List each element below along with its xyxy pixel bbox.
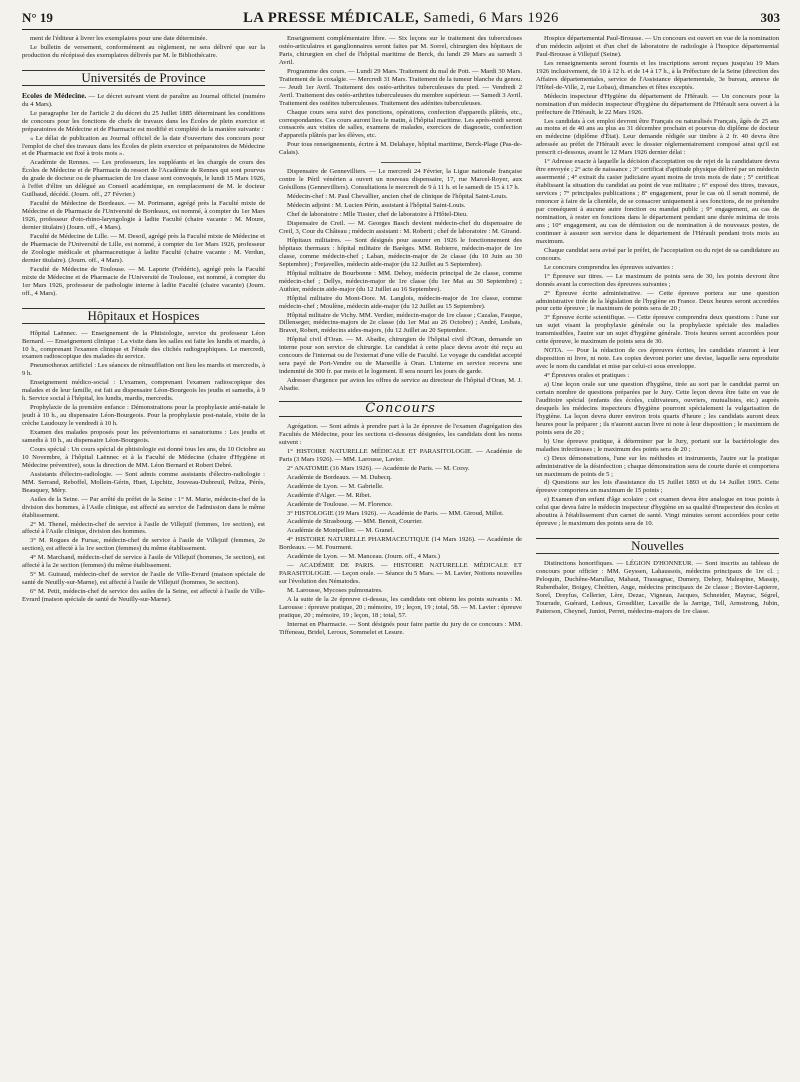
text-paragraph: 5° M. Guiraud, médecin-chef de service de l'asile de Ville-Evrard (maison spéciale de santé de Neuilly-sur-Marne), est affecté à l'asile de Villejuif (hommes, 3e section). [22,571,265,587]
text-paragraph: Académie d'Alger. — M. Ribet. [287,491,372,499]
text-paragraph: Assistants d'électro-radiologie. — Sont admis comme assistants d'électro-radiologie : MM. Serrand, Reboffel, Mollein-Gérin, Huet, Lipchitz, Jouveau-Dubreuil, Peliza, Pérès, Beauquey, Méry. [22,470,265,494]
text-paragraph: Chaque candidat sera avisé par le préfet, de l'acceptation ou du rejet de sa candidature au concours. [536,246,779,262]
text-paragraph: — ACADÉMIE DE PARIS. — HISTOIRE NATURELLE MÉDICALE ET PARASITOLOGIE. — Leçon orale. — Séance du 5 Mars. — M. Lavier, Notions nouvelles sur l'évolution des Nématodes. [279,562,522,586]
text-paragraph: d) Questions sur les lois d'assistance du 15 Juillet 1893 et du 14 Juillet 1905. Cette épreuve comportera un maximum de 15 points ; [536,479,779,495]
text-paragraph: Hôpital civil d'Oran. — M. Abadie, chirurgien de l'hôpital civil d'Oran, demande un interne pour son service de chirurgie. Le candidat à cette place devra avoir été reçu au concours de l'internat ou de l'externat d'une ville de Faculté. Le voyage du candidat accepté sera payé de Port-Vendre ou de Marseille à Oran. L'interne en service recevra une indemnité de 300 fr. par mois et le logement. Il sera nourri les jours de garde. [279,336,522,376]
section-title-hopitaux: Hôpitaux et Hospices [22,308,265,324]
text-paragraph: 4° Épreuves orales et pratiques : [544,372,630,380]
text-paragraph: ment de l'éditeur à livrer les exemplaires pour une date déterminée. [30,35,208,42]
article-columns [22,30,780,638]
text-paragraph: A la suite de la 2e épreuve ci-dessus, les candidats ont obtenu les points suivants : M. Larousse : épreuve pratique, 20 ; mémoire, 19 ; leçon, 19 ; total, 58. — M. Lavier : épreuve pratique, 20 ; mémoire, 19 ; leçon, 18 ; total, 57. [279,596,522,619]
text-paragraph: Faculté de Médecine de Lille. — M. Desoil, agrégé près la Faculté mixte de Médecine et de Pharmacie de l'Université de Lille, est nommé, à compter du 1er Mars 1926, professeur de Zoologie médicale et pharmaceutique à ladite Faculté (chaire vacante : M. Verdun, dernier titulaire). (Journ. off., 4 Mars). [22,233,265,264]
column-1 [22,35,265,638]
text-paragraph: Hôpital militaire du Mont-Dore. M. Langlois, médecin-major de 1re classe, comme médecin-chef ; Moulène, médecin aide-major (du 12 Juillet au 15 Septembre). [279,294,522,310]
text-paragraph: 4° M. Marchand, médecin-chef de service à l'asile de Villejuif (hommes, 3e section), est affecté à la 2e section (femmes) du même établissement. [22,554,265,570]
text-paragraph: Le bulletin de versement, conformément au règlement, ne sera délivré que sur la production du récépissé des exemplaires délivrés par M. le Bibliothécaire. [22,43,265,59]
text-paragraph: c) Deux démonstrations, l'une sur les méthodes et instruments, l'autre sur la pratique administrative de la désinfection ; chaque démonstration sera de courte durée et comportera un maximum de points de 5 ; [536,454,779,478]
text-paragraph: Académie de Lyon. — M. Manceau. (Journ. off., 4 Mars.) [287,553,440,561]
text-paragraph: Pneumothorax artificiel : Les séances de réinsufflation ont lieu les mardis et mercredis, à 9 h. [22,362,265,378]
section-title-concours: Concours [279,401,522,417]
text-paragraph: Hôpital militaire de Vichy. MM. Verdier, médecin-major de 1re classe ; Cazalas, Fauque, Dillenseger, médecins-majors de 2e classe (du 1er Mai au 26 Octobre) ; André, Lesbats, Bravet, Robert, médecins aides-majors, (du 12 Juillet au 20 Septembre. [279,311,522,335]
text-paragraph: 3° M. Rogues de Fursac, médecin-chef de service à l'asile de Villejuif (femmes, 2e section), est affecté à la 1re section (femmes) du même établissement. [22,537,265,553]
text-paragraph: Le concours comprendra les épreuves suivantes : [544,263,674,271]
text-paragraph: 1° Épreuve sur titres. — Le maximum de points sera de 30, les points devront être donnés avant la correction des épreuves suivantes ; [536,272,779,288]
text-paragraph: Chef de laboratoire : Mlle Tissier, chef de laboratoire à l'Hôtel-Dieu. [287,211,468,219]
text-paragraph: Cours spécial : Un cours spécial de phtisiologie est donné tous les ans, du 10 Octobre au 10 Novembre, à l'hôpital Laënnec et à la Faculté de Médecine (chaire d'Hygiène et Médecine préventive), sous la direction de MM. Léon Bernard et Robert Debré. [22,445,265,469]
text-paragraph: Dispensaire de Creil. — M. Georges Basch devient médecin-chef du dispensaire de Creil, 3, Cour du Château ; médecin assistant : M. Roberti ; chef de laboratoire : M. Girand. [279,220,522,235]
page-number: 303 [760,10,780,25]
text-paragraph: Académie de Bordeaux. — M. Dubecq. [287,473,392,481]
text-paragraph: 3° HISTOLOGIE (19 Mars 1926). — Académie de Paris. — MM. Giroud, Millot. [287,509,504,517]
text-paragraph: Académie de Strasbourg. — MM. Benoit, Courrier. [287,518,423,526]
text-paragraph: Hospice départemental Paul-Brousse. — Un concours est ouvert en vue de la nomination d'un médecin adjoint et d'un chef de laboratoire de radiologie à l'hospice départemental Paul-Brousse à Villejuif (Seine). [536,35,779,58]
page-header [22,0,780,30]
issue-date: Samedi, 6 Mars 1926 [423,10,559,26]
section-title-universites: Universités de Province [22,70,265,86]
text-paragraph: Adresser d'urgence par avion les offres de service au directeur de l'hôpital d'Oran, M. J. Abadie. [279,377,522,393]
text-paragraph: Les candidats à cet emploi devront être Français ou naturalisés Français, âgés de 25 ans au moins et de 40 ans au plus au 31 décembre prochain et pourvus du diplôme de docteur en médecine (diplôme d'État). Leur demande rédigée sur timbre à 2 fr. 40 devra être adressée au préfet de l'Hérault avec le dossier réglementairement composé ainsi qu'il est prescrit ci-dessous, avant le 12 Mars 1926 dernier délai : [536,117,779,157]
text-paragraph: 2° Épreuve écrite administrative. — Cette épreuve portera sur une question administrative tirée de la législation de l'hygiène en France. Deux heures seront accordées pour cette épreuve ; le maximum de points sera de 20 ; [536,289,779,313]
paragraph-text: — Le décret suivant vient de paraître au Journal officiel (numéro du 4 Mars). [22,92,265,108]
text-paragraph: Faculté de Médecine de Bordeaux. — M. Portmann, agrégé près la Faculté mixte de Médecine et de Pharmacie de l'Université de Bordeaux, est nommé, à compter du 1er Mars 1926, professeur d'oto-rhino-laryngologie à ladite Faculté (chaire vacante : M. Moure, dernier titulaire) (Journ. off., 4 Mars). [22,200,265,232]
text-paragraph: Médecin inspecteur d'Hygiène du département de l'Hérault. — Un concours pour la nomination d'un médecin inspecteur d'hygiène du département de l'Hérault sera ouvert à la préfecture de l'Hérault, le 22 Mars 1926. [536,92,779,116]
issue-number: N° 19 [22,10,53,25]
text-paragraph: NOTA. — Pour la rédaction de ces épreuves écrites, les candidats n'auront à leur disposition ni livre, ni note. Les copies devront porter une devise, laquelle sera reproduite avec le nom du candidat et mise par celui-ci sous enveloppe. [536,347,779,371]
text-paragraph: 3° Épreuve écrite scientifique. — Cette épreuve comprendra deux questions : l'une sur un sujet visant la prophylaxie générale ou la prophylaxie spéciale des maladies transmissibles, l'autre sur un sujet d'hygiène générale. Trois heures seront accordées pour cette épreuve, le maximum de points sera de 30. [536,314,779,346]
column-2 [279,35,522,638]
text-paragraph: Hôpital militaire de Bourbonne : MM. Dehoy, médecin principal de 2e classe, comme médecin-chef ; Dellys, médecin-major de 1re classe (du 1er Mai au 30 Septembre) ; Authier, médecin aide-major (du 12 Juillet au 16 Septembre). [279,269,522,293]
text-paragraph: Académie de Montpellier. — M. Granel. [287,527,395,535]
text-paragraph: Faculté de Médecine de Toulouse. — M. Laporte (Frédéric), agrégé près la Faculté mixte de Médecine et de Pharmacie de l'Université de Toulouse, est nommé, à compter du 1er Mars 1926, professeur de pathologie interne à ladite Faculté (chaire vacante) (Journ. off., 4 Mars). [22,265,265,297]
text-paragraph: e) Examen d'un enfant d'âge scolaire ; cet examen devra être analogue en tous points à celui que devra faire le médecin inspecteur d'hygiène en sa qualité d'inspecteur des écoles et aboutira à l'établissement d'un carnet de santé. Vingt minutes seront accordées pour cette épreuve ; le maximum des points sera de 10. [536,496,779,528]
text-paragraph: Examen des malades proposés pour les préventoriums et sanatoriums : Les jeudis et samedis à 10 h., au dispensaire Léon-Bourgeois. [22,429,265,444]
text-paragraph: Pour tous renseignements, écrire à M. Delahaye, hôpital maritime, Berck-Plage (Pas-de-Calais). [279,141,522,157]
text-paragraph: Hôpitaux militaires. — Sont désignés pour assurer en 1926 le fonctionnement des hôpitaux thermaux : hôpital militaire de Barèges. MM. Rebierre, médecin-major de 1re classe, comme médecin-chef ; Laban, médecin-major de 2e classe (du 10 Juin au 30 Septembre) ; Frejavelles, médecin aide-major (du 12 Juillet au 5 Septembre). [279,236,522,268]
text-paragraph: b) Une épreuve pratique, à déterminer par le Jury, portant sur la bactériologie des maladies infectieuses ; le maximum des points sera de 20 ; [536,437,779,453]
text-paragraph: Agrégation. — Sont admis à prendre part à la 2e épreuve de l'examen d'agrégation des Facultés de Médecine, pour les sections ci-dessous désignées, les candidats dont les noms suivent : [279,422,522,446]
text-paragraph: Chaque cours sera suivi des ponctions, opérations, confection d'appareils plâtrés, etc., correspondantes. Ces cours auront lieu le matin, à l'hôpital maritime. Les après-midi seront consacrés aux visites de salles, examens de malades, exercices de diagnostic, confection d'appareils plâtrés par les élèves, etc. [279,108,522,140]
text-paragraph: Asiles de la Seine. — Par arrêté du préfet de la Seine : 1° M. Marie, médecin-chef de la division des hommes, à l'Asile clinique, est affecté au service de l'admission dans le même établissement. [22,495,265,519]
divider [381,162,421,163]
text-paragraph: Académie de Lyon. — M. Gabrielle. [287,482,384,490]
journal-title-line [243,10,559,27]
text-paragraph: Académie de Toulouse. — M. Florence. [287,500,393,508]
text-paragraph: 4° HISTOIRE NATURELLE PHARMACEUTIQUE (14 Mars 1926). — Académie de Bordeaux. — M. Fourment. [279,536,522,552]
text-paragraph: Médecin adjoint : M. Lucien Périn, assistant à l'hôpital Saint-Louis. [287,202,466,210]
text-paragraph: Enseignement complémentaire libre. — Six leçons sur le traitement des tuberculoses ostéo-articulaires et ganglionnaires seront faites par M. Sorrel, chirurgien des hôpitaux de Paris, chirurgien en chef de l'hôpital maritime de Berck, du lundi 29 Mars au samedi 3 Avril. [279,35,522,66]
text-paragraph: Académie de Rennes. — Les professeurs, les suppléants et les chargés de cours des Écoles de Médecine et de Pharmacie du ressort de l'Académie de Rennes qui sont pourvus du grade de docteur ou de pharmacien de 1re classe sont convoqués, le lundi 15 Mars 1926, à l'effet d'élire un délégué au Conseil académique, en remplacement de M. le docteur Guilbaud, décédé. (Journ. off., 27 Février.) [22,159,265,199]
text-paragraph: « Le délai de publication au Journal officiel de la date d'ouverture des concours pour l'emploi de chef des travaux dans les Écoles de plein exercice et préparatoires de Médecine et de Pharmacie est fixé à trois mois ». [22,134,265,158]
column-3 [536,35,779,638]
run-in-heading: Ecoles de Médecine. [22,90,87,100]
text-paragraph: Programme des cours. — Lundi 29 Mars. Traitement du mal de Pott. — Mardi 30 Mars. Traitement de la coxalgie. — Mercredi 31 Mars. Traitement de la tumeur blanche du genou. — Jeudi 1er Avril. Traitement des ostéo-arthrites tuberculeuses du pied. — Vendredi 2 Avril. Traitement des ostéo-arthrites tuberculeuses du membre supérieur. — Samedi 3 Avril. Traitement des ostéites tuberculeuses. Traitement des adénites tuberculeuses. [279,67,522,107]
text-paragraph: Le paragraphe 1er de l'article 2 du décret du 25 Juillet 1885 déterminant les conditions de concours pour les fonctions de chefs de travaux dans les Écoles de plein exercice et préparatoires de Médecine et de Pharmacie est modifié et complété de la manière suivante : [22,109,265,133]
text-paragraph: Hôpital Laënnec. — Enseignement de la Phtisiologie, service du professeur Léon Bernard. — Enseignement clinique : La visite dans les salles est faite les lundis et mardis, à 10 h., comprenant l'examen clinique et l'étude des clichés radiographiques. Le mercredi, examen radioscopique des malades du service. [22,329,265,361]
text-paragraph [22,92,265,109]
text-paragraph: Médecin-chef : M. Paul Chevallier, ancien chef de clinique de l'hôpital Saint-Louis. [287,193,508,201]
text-paragraph: 2° ANATOMIE (16 Mars 1926). — Académie de Paris. — M. Corsy. [287,464,470,472]
text-paragraph: Enseignement médico-social : L'examen, comprenant l'examen radioscopique des malades et de leur famille, est fait au dispensaire Léon-Bourgeois les jeudis et samedis, à 9 h. Service social à l'hôpital, les lundis, mardis, mercredis. [22,379,265,403]
text-paragraph: Distinctions honorifiques. — LÉGION D'HONNEUR. — Sont inscrits au tableau de concours pour officier : MM. Geyssen, Lahaussois, médecins principaux de 1re cl. ; Peloquin, Duchêne-Marullaz, Mahaut, Trassagnac, Dumery, Dehoy, Malespine, Massip, Rubenthaler, Boigey, Chrétien, Ange, médecins principaux de 2e classe ; Bovier-Lapierre, Sorel, Dreyfus, Cellerier, Lère, Dezac, Vigneau, Jacques, Schneider, Mayrac, Ségrel, Tourrade, Guérard, Ledoux, Grosdilier, Lavaille de la Jarrige, Tell, Armstrong, Jubin, Patterson, Cheynel, Juniot, Perret, médecins-majors de 1re classe. [536,560,779,615]
text-paragraph: 1° HISTOIRE NATURELLE MÉDICALE ET PARASITOLOGIE. — Académie de Paris (3 Mars 1926). — MM. Larousse, Lavier. [279,447,522,463]
text-paragraph: 6° M. Petit, médecin-chef de service des asiles de la Seine, est affecté à l'asile de Ville-Evrard (maison spéciale de santé de Neuilly-sur-Marne). [22,588,265,604]
text-paragraph: 1° Adresse exacte à laquelle la décision d'acceptation ou de rejet de la candidature devra être envoyée ; 2° acte de naissance ; 3° certificat d'aptitude physique délivré par un médecin assermenté ; 4° extrait du casier judiciaire ayant moins de trois mois de date ; 5° certificat établissant la situation du candidat au point de vue militaire ; 6° exposé des titres, travaux, services ; 7° principales publications ; 8° engagement, pour le cas où il serait nommé, de renoncer à faire de la clientèle, de se consacrer uniquement à ses fonctions, de ne prétendre par conséquent à aucune autre fonction ou mandat public ; 9° engagement, au cas de nomination, à rester en fonctions dans le département pendant une durée minima de trois ans ; 10° engagement, au cas de démission ou de nomination à de nouveaux postes, de continuer à assurer son service dans le département de l'Hérault pendant trois mois au maximum. [536,158,779,245]
text-paragraph: 2° M. Thenel, médecin-chef de service à l'asile de Villejuif (femmes, 1re section), est affecté à l'Asile clinique, division des hommes. [22,520,265,536]
text-paragraph: Les renseignements seront fournis et les inscriptions seront reçues jusqu'au 19 Mars 1926 inclusivement, de 10 à 12 h. et de 14 à 17 h., à la Préfecture de la Seine (direction des Affaires départementales, service de l'Assistance départementale, 3e bureau, annexe de l'Hôtel-de-Ville, 2, rue Lobau), dimanches et fêtes exceptés. [536,59,779,91]
text-paragraph: Dispensaire de Gennevilliers. — Le mercredi 24 Février, la Ligue nationale française contre le Péril vénérien a ouvert un nouveau dispensaire, 17, rue Marcel-Royer, aux Grésillons (Gennevilliers). Consultations le mercredi de 9 à 11 h. et le samedi de 15 à 17 h. [279,168,522,192]
text-paragraph: Internat en Pharmacie. — Sont désignés pour faire partie du jury de ce concours : MM. Tiffeneau, Bridel, Leroux, Sommelet et Lesure. [279,620,522,636]
text-paragraph: Prophylaxie de la première enfance : Démonstrations pour la prophylaxie anté-natale le jeudi à 10 h., au dispensaire Léon-Bourgeois. Pour la prophylaxie post-natale, visite de la crèche Laudouzy le vendredi à 10 h. [22,404,265,428]
journal-title: LA PRESSE MÉDICALE, [243,10,420,26]
section-title-nouvelles: Nouvelles [536,538,779,554]
text-paragraph: M. Larousse, Mycoses pulmonaires. [287,587,383,595]
text-paragraph: a) Une leçon orale sur une question d'hygiène, tirée au sort par le candidat parmi un certain nombre de questions préparées par le Jury. Cette leçon devra être faite en vue de l'auditoire spécial (enfants des écoles, cultivateurs, ouvriers, mutualistes, etc.) auprès desquels les médecins inspecteurs d'hygiène pourront spécialement la vulgarisation de l'hygiène. La leçon devra durer environ trois quarts d'heure ; les candidats auront deux heures pour la préparer ; ils n'auront aucun livre ni note à leur disposition ; le maximum de points sera de 20 ; [536,381,779,436]
